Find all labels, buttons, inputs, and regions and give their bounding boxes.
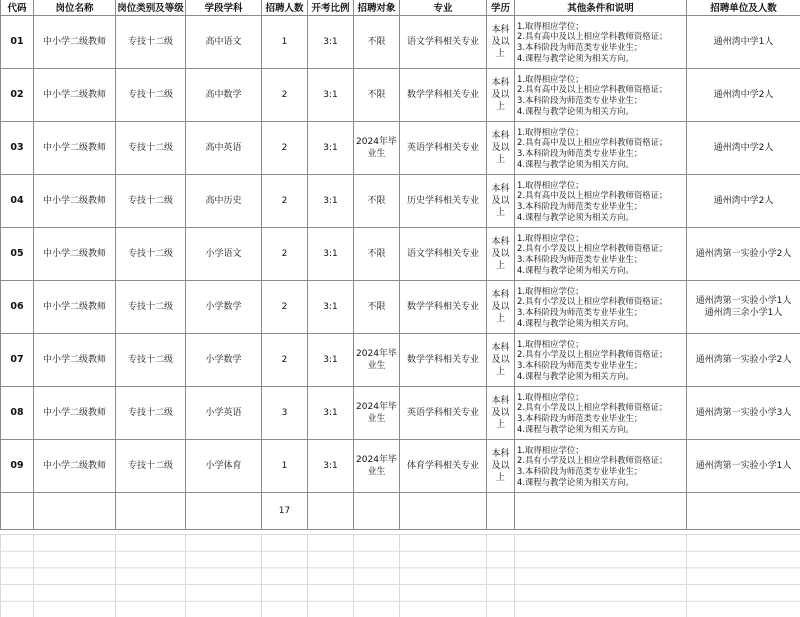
cell-conditions[interactable]: [515, 228, 687, 281]
cell-count[interactable]: 2: [262, 69, 308, 122]
header-category[interactable]: 岗位类别及等级: [116, 0, 186, 16]
cell-ratio[interactable]: 3:1: [308, 440, 354, 493]
cell-conditions[interactable]: [515, 16, 687, 69]
cell-units-line: 通州湾第一实验小学1人: [695, 461, 792, 471]
table-row: [1, 228, 800, 281]
cell-major[interactable]: 数学学科相关专业: [400, 281, 487, 334]
cell-conditions-line: 2.具有小学及以上相应学科教师资格证；: [517, 243, 668, 254]
cell-target[interactable]: [354, 440, 400, 493]
cell-target-line: 业生: [367, 361, 386, 371]
cell-code[interactable]: 03: [1, 122, 34, 175]
cell-subject[interactable]: 小学数学: [186, 334, 262, 387]
cell-major[interactable]: 数学学科相关专业: [400, 334, 487, 387]
cell-position[interactable]: 中小学二级教师: [34, 228, 116, 281]
cell-conditions-line: 4.课程与教学论须为相关方向。: [517, 370, 634, 381]
cell-conditions-line: 2.具有高中及以上相应学科教师资格证；: [517, 137, 668, 148]
table-row: [1, 281, 800, 334]
cell-edu-line: 上: [495, 473, 505, 483]
cell-ratio[interactable]: 3:1: [308, 16, 354, 69]
cell-code[interactable]: 04: [1, 175, 34, 228]
empty-cell[interactable]: [34, 493, 116, 530]
cell-major[interactable]: 语文学科相关专业: [400, 16, 487, 69]
cell-edu-line: 本科: [491, 25, 510, 35]
header-subject[interactable]: 学段学科: [186, 0, 262, 16]
cell-ratio[interactable]: 3:1: [308, 228, 354, 281]
cell-edu-line: 及以: [491, 90, 510, 100]
cell-conditions-line: 3.本科阶段为师范类专业毕业生；: [517, 148, 643, 158]
cell-code[interactable]: 01: [1, 16, 34, 69]
cell-major[interactable]: 语文学科相关专业: [400, 228, 487, 281]
cell-position[interactable]: 中小学二级教师: [34, 281, 116, 334]
cell-edu[interactable]: [487, 175, 515, 228]
cell-conditions-line: 3.本科阶段为师范类专业毕业生；: [517, 95, 643, 105]
cell-edu-line: 及以: [491, 408, 510, 418]
cell-edu-line: 本科: [491, 131, 510, 141]
cell-target-line: 不限: [367, 37, 386, 47]
cell-conditions[interactable]: [515, 122, 687, 175]
cell-ratio[interactable]: 3:1: [308, 281, 354, 334]
cell-conditions-line: 3.本科阶段为师范类专业毕业生；: [517, 413, 643, 423]
cell-edu-line: 及以: [491, 302, 510, 312]
cell-target-line: 不限: [367, 90, 386, 100]
cell-code[interactable]: 07: [1, 334, 34, 387]
cell-conditions-line: 4.课程与教学论须为相关方向。: [517, 158, 634, 169]
cell-conditions-line: 4.课程与教学论须为相关方向。: [517, 423, 634, 434]
table-row: [1, 122, 800, 175]
cell-count[interactable]: 3: [262, 387, 308, 440]
cell-units-line: 通州湾第一实验小学1人: [695, 296, 792, 306]
cell-ratio[interactable]: 3:1: [308, 334, 354, 387]
cell-conditions-line: 1.取得相应学位；: [517, 285, 584, 296]
cell-units-line: 通州湾中学1人: [713, 37, 774, 47]
cell-units-line: 通州湾中学2人: [713, 143, 774, 153]
cell-edu-line: 及以: [491, 355, 510, 365]
cell-edu-line: 本科: [491, 78, 510, 88]
cell-target[interactable]: [354, 69, 400, 122]
cell-edu[interactable]: [487, 16, 515, 69]
cell-conditions-line: 2.具有小学及以上相应学科教师资格证；: [517, 296, 668, 307]
cell-conditions-line: 3.本科阶段为师范类专业毕业生；: [517, 201, 643, 211]
cell-target-line: 2024年毕: [356, 402, 397, 412]
cell-conditions[interactable]: [515, 175, 687, 228]
cell-conditions-line: 1.取得相应学位；: [517, 338, 584, 349]
header-conditions[interactable]: 其他条件和说明: [515, 0, 687, 16]
cell-count[interactable]: 2: [262, 281, 308, 334]
cell-units[interactable]: [687, 228, 800, 281]
cell-position[interactable]: 中小学二级教师: [34, 16, 116, 69]
cell-conditions-line: 1.取得相应学位；: [517, 179, 584, 190]
cell-conditions-line: 1.取得相应学位；: [517, 20, 584, 31]
cell-conditions[interactable]: [515, 334, 687, 387]
cell-units-line: 通州湾第一实验小学3人: [695, 408, 792, 418]
cell-target-line: 2024年毕: [356, 137, 397, 147]
cell-conditions-line: 2.具有小学及以上相应学科教师资格证；: [517, 402, 668, 413]
cell-edu-line: 上: [495, 261, 505, 271]
cell-conditions-line: 3.本科阶段为师范类专业毕业生；: [517, 42, 643, 52]
cell-target-line: 2024年毕: [356, 455, 397, 465]
cell-count[interactable]: 2: [262, 175, 308, 228]
cell-target[interactable]: [354, 334, 400, 387]
cell-category[interactable]: 专技十二级: [116, 175, 186, 228]
cell-units[interactable]: [687, 281, 800, 334]
cell-edu-line: 上: [495, 49, 505, 59]
cell-conditions-line: 1.取得相应学位；: [517, 391, 584, 402]
cell-units[interactable]: [687, 440, 800, 493]
cell-edu[interactable]: [487, 334, 515, 387]
cell-conditions-line: 4.课程与教学论须为相关方向。: [517, 105, 634, 116]
cell-edu-line: 本科: [491, 290, 510, 300]
cell-conditions-line: 1.取得相应学位；: [517, 126, 584, 137]
total-row: [1, 493, 800, 530]
cell-conditions-line: 2.具有高中及以上相应学科教师资格证；: [517, 190, 668, 201]
cell-units-line: 通州湾中学2人: [713, 90, 774, 100]
cell-units-line: 通州湾中学2人: [713, 196, 774, 206]
cell-units[interactable]: [687, 175, 800, 228]
cell-subject[interactable]: 高中语文: [186, 16, 262, 69]
cell-major[interactable]: 历史学科相关专业: [400, 175, 487, 228]
cell-position[interactable]: 中小学二级教师: [34, 69, 116, 122]
cell-units[interactable]: [687, 334, 800, 387]
empty-cell[interactable]: [487, 493, 515, 530]
cell-edu-line: 及以: [491, 249, 510, 259]
cell-position[interactable]: 中小学二级教师: [34, 122, 116, 175]
cell-count[interactable]: 2: [262, 228, 308, 281]
cell-conditions-line: 3.本科阶段为师范类专业毕业生；: [517, 360, 643, 370]
cell-category[interactable]: 专技十二级: [116, 69, 186, 122]
cell-conditions-line: 1.取得相应学位；: [517, 73, 584, 84]
cell-target[interactable]: [354, 228, 400, 281]
cell-edu-line: 上: [495, 102, 505, 112]
cell-target-line: 不限: [367, 196, 386, 206]
table-row: [1, 175, 800, 228]
cell-target[interactable]: [354, 387, 400, 440]
cell-target-line: 2024年毕: [356, 349, 397, 359]
empty-cell[interactable]: [400, 493, 487, 530]
cell-category[interactable]: 专技十二级: [116, 16, 186, 69]
cell-conditions-line: 3.本科阶段为师范类专业毕业生；: [517, 466, 643, 476]
cell-edu[interactable]: [487, 69, 515, 122]
cell-conditions-line: 3.本科阶段为师范类专业毕业生；: [517, 254, 643, 264]
cell-subject[interactable]: 高中数学: [186, 69, 262, 122]
cell-ratio[interactable]: 3:1: [308, 387, 354, 440]
cell-ratio[interactable]: 3:1: [308, 175, 354, 228]
cell-count[interactable]: 1: [262, 16, 308, 69]
cell-count[interactable]: 2: [262, 334, 308, 387]
cell-conditions[interactable]: [515, 281, 687, 334]
cell-code[interactable]: 08: [1, 387, 34, 440]
cell-edu-line: 本科: [491, 184, 510, 194]
cell-edu-line: 本科: [491, 449, 510, 459]
empty-cell[interactable]: [116, 493, 186, 530]
cell-major[interactable]: 英语学科相关专业: [400, 387, 487, 440]
cell-edu-line: 本科: [491, 343, 510, 353]
total-count[interactable]: 17: [262, 493, 308, 530]
cell-edu-line: 及以: [491, 143, 510, 153]
cell-category[interactable]: 专技十二级: [116, 281, 186, 334]
cell-conditions-line: 4.课程与教学论须为相关方向。: [517, 211, 634, 222]
cell-units[interactable]: [687, 69, 800, 122]
cell-edu[interactable]: [487, 281, 515, 334]
cell-major[interactable]: 英语学科相关专业: [400, 122, 487, 175]
cell-count[interactable]: 1: [262, 440, 308, 493]
cell-ratio[interactable]: 3:1: [308, 122, 354, 175]
table-row: [1, 387, 800, 440]
header-target[interactable]: 招聘对象: [354, 0, 400, 16]
cell-target-line: 业生: [367, 149, 386, 159]
cell-edu[interactable]: [487, 387, 515, 440]
cell-count[interactable]: 2: [262, 122, 308, 175]
cell-position[interactable]: 中小学二级教师: [34, 440, 116, 493]
cell-edu[interactable]: [487, 122, 515, 175]
cell-conditions-line: 4.课程与教学论须为相关方向。: [517, 52, 634, 63]
cell-position[interactable]: 中小学二级教师: [34, 175, 116, 228]
cell-subject[interactable]: 小学英语: [186, 387, 262, 440]
cell-edu-line: 本科: [491, 396, 510, 406]
cell-edu-line: 上: [495, 314, 505, 324]
header-ratio[interactable]: 开考比例: [308, 0, 354, 16]
cell-code[interactable]: 09: [1, 440, 34, 493]
cell-edu-line: 及以: [491, 461, 510, 471]
header-position[interactable]: 岗位名称: [34, 0, 116, 16]
cell-edu[interactable]: [487, 440, 515, 493]
cell-conditions-line: 4.课程与教学论须为相关方向。: [517, 476, 634, 487]
cell-subject[interactable]: 小学数学: [186, 281, 262, 334]
table-row: [1, 440, 800, 493]
header-row: [1, 0, 800, 16]
cell-category[interactable]: 专技十二级: [116, 122, 186, 175]
cell-major[interactable]: 体育学科相关专业: [400, 440, 487, 493]
cell-target-line: 不限: [367, 249, 386, 259]
empty-cell[interactable]: [186, 493, 262, 530]
cell-ratio[interactable]: 3:1: [308, 69, 354, 122]
empty-sheet-area[interactable]: [0, 534, 800, 617]
cell-major[interactable]: 数学学科相关专业: [400, 69, 487, 122]
cell-conditions-line: 1.取得相应学位；: [517, 444, 584, 455]
cell-target[interactable]: [354, 122, 400, 175]
cell-units-line: 通州湾三余小学1人: [704, 308, 783, 318]
cell-target[interactable]: [354, 281, 400, 334]
empty-cell[interactable]: [1, 493, 34, 530]
cell-subject[interactable]: 高中历史: [186, 175, 262, 228]
table-row: [1, 334, 800, 387]
cell-subject[interactable]: 小学体育: [186, 440, 262, 493]
cell-edu-line: 上: [495, 420, 505, 430]
cell-edu-line: 上: [495, 367, 505, 377]
header-edu[interactable]: 学历: [487, 0, 515, 16]
header-count[interactable]: 招聘人数: [262, 0, 308, 16]
empty-cell[interactable]: [354, 493, 400, 530]
cell-conditions-line: 2.具有小学及以上相应学科教师资格证；: [517, 455, 668, 466]
cell-target[interactable]: [354, 175, 400, 228]
cell-subject[interactable]: 小学语文: [186, 228, 262, 281]
table-row: [1, 16, 800, 69]
cell-edu-line: 及以: [491, 196, 510, 206]
cell-conditions-line: 4.课程与教学论须为相关方向。: [517, 264, 634, 275]
cell-conditions-line: 4.课程与教学论须为相关方向。: [517, 317, 634, 328]
table-row: [1, 69, 800, 122]
cell-units-line: 通州湾第一实验小学2人: [695, 249, 792, 259]
cell-subject[interactable]: 高中英语: [186, 122, 262, 175]
cell-code[interactable]: 05: [1, 228, 34, 281]
cell-conditions-line: 2.具有高中及以上相应学科教师资格证；: [517, 31, 668, 42]
cell-edu-line: 本科: [491, 237, 510, 247]
cell-code[interactable]: 02: [1, 69, 34, 122]
cell-conditions-line: 2.具有小学及以上相应学科教师资格证；: [517, 349, 668, 360]
empty-cell[interactable]: [687, 493, 800, 530]
cell-position[interactable]: 中小学二级教师: [34, 387, 116, 440]
cell-category[interactable]: 专技十二级: [116, 440, 186, 493]
cell-conditions[interactable]: [515, 440, 687, 493]
cell-code[interactable]: 06: [1, 281, 34, 334]
cell-conditions-line: 3.本科阶段为师范类专业毕业生；: [517, 307, 643, 317]
cell-target[interactable]: [354, 16, 400, 69]
cell-conditions[interactable]: [515, 387, 687, 440]
cell-edu-line: 及以: [491, 37, 510, 47]
cell-category[interactable]: 专技十二级: [116, 387, 186, 440]
cell-conditions-line: 1.取得相应学位；: [517, 232, 584, 243]
cell-conditions-line: 2.具有高中及以上相应学科教师资格证；: [517, 84, 668, 95]
cell-target-line: 业生: [367, 467, 386, 477]
cell-category[interactable]: 专技十二级: [116, 228, 186, 281]
cell-target-line: 不限: [367, 302, 386, 312]
empty-cell[interactable]: [515, 493, 687, 530]
cell-edu[interactable]: [487, 228, 515, 281]
cell-conditions[interactable]: [515, 69, 687, 122]
cell-category[interactable]: 专技十二级: [116, 334, 186, 387]
cell-units[interactable]: [687, 387, 800, 440]
cell-units[interactable]: [687, 122, 800, 175]
cell-edu-line: 上: [495, 155, 505, 165]
cell-position[interactable]: 中小学二级教师: [34, 334, 116, 387]
header-major[interactable]: 专业: [400, 0, 487, 16]
header-code[interactable]: 代码: [1, 0, 34, 16]
cell-target-line: 业生: [367, 414, 386, 424]
cell-edu-line: 上: [495, 208, 505, 218]
header-units[interactable]: 招聘单位及人数: [687, 0, 800, 16]
cell-units[interactable]: [687, 16, 800, 69]
empty-cell[interactable]: [308, 493, 354, 530]
cell-units-line: 通州湾第一实验小学2人: [695, 355, 792, 365]
